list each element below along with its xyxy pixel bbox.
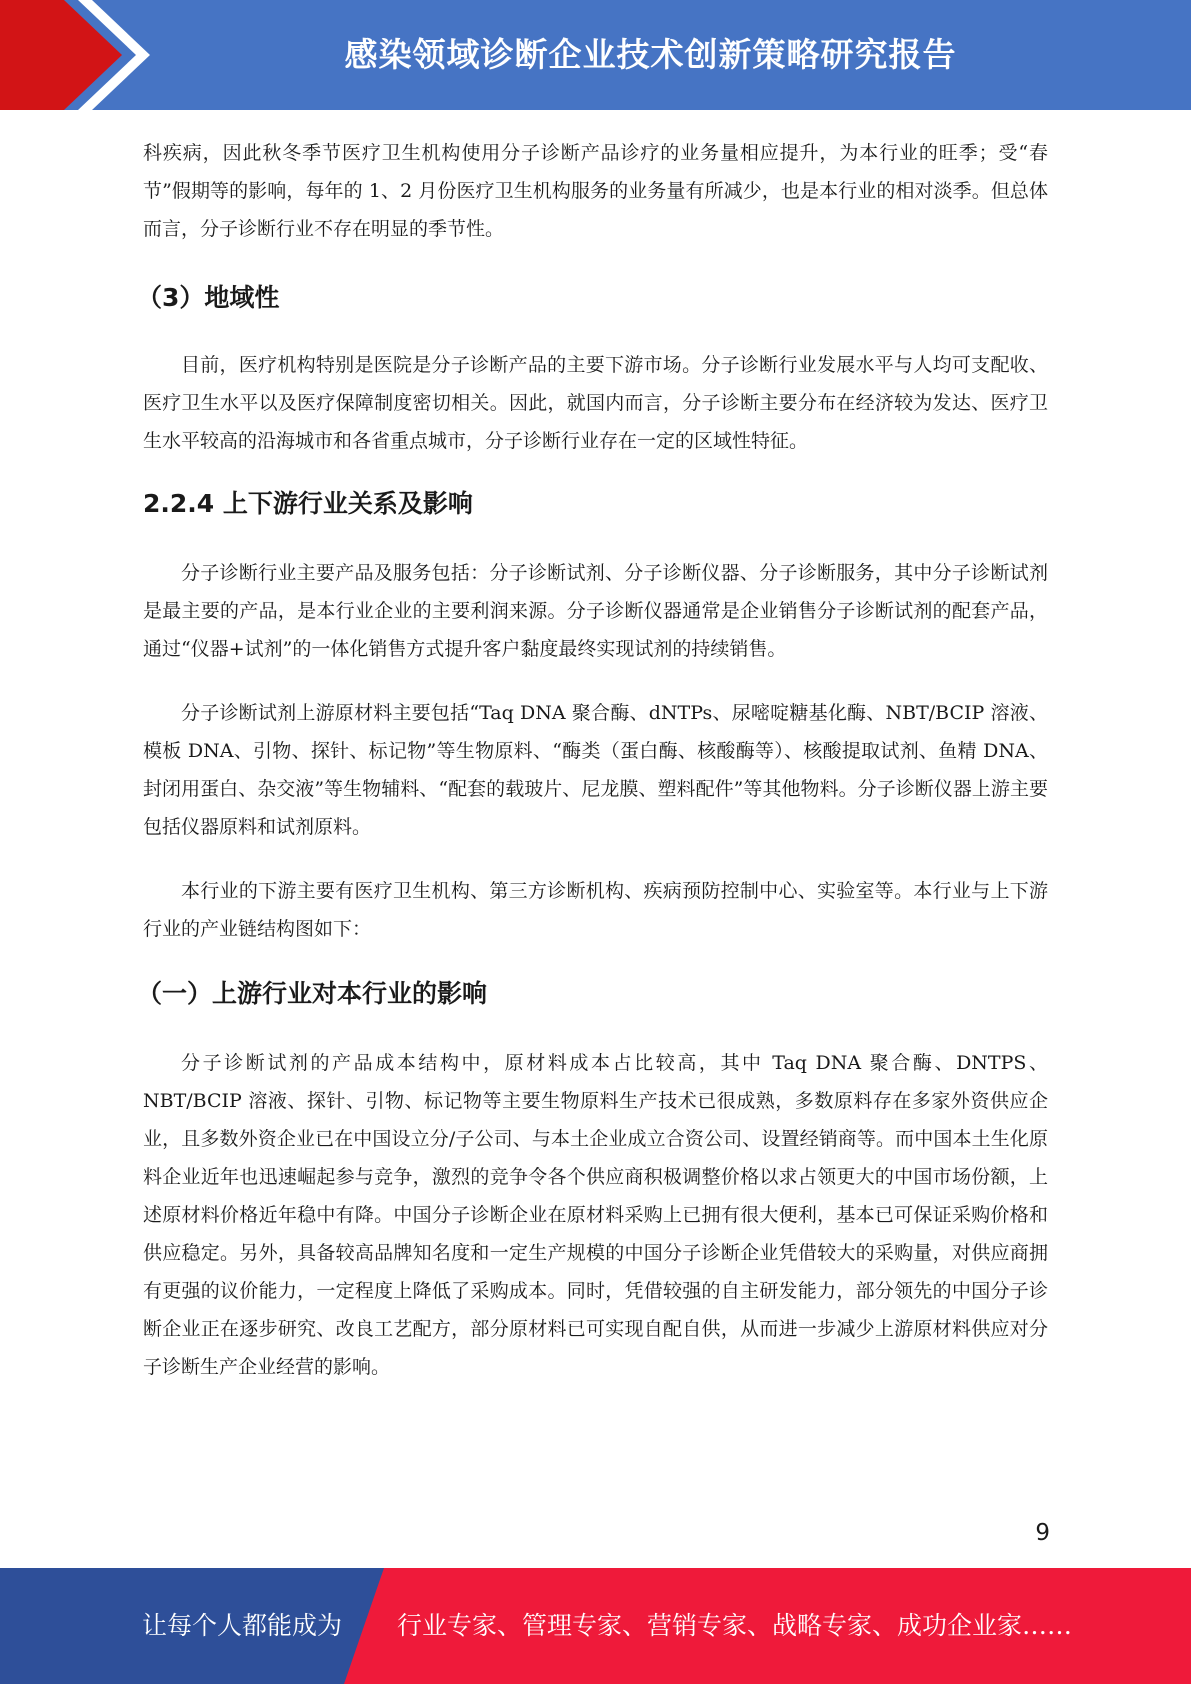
- report-title: 感染领域诊断企业技术创新策略研究报告: [344, 35, 957, 74]
- paragraph-upstream-impact: 分子诊断试剂的产品成本结构中，原材料成本占比较高，其中 Taq DNA 聚合酶、DNTPS、NBT/BCIP 溶液、探针、引物、标记物等主要生物原料生产技术已很成熟，多数原料存在多家外资供应企业，且多数外资企业已在中国设立分/子公司、与本土企业成立合资公司、设置经销商等。而中国本土生化原料企业近年也迅速崛起参与竞争，激烈的竞争令各个供应商积极调整价格以求占领更大的中国市场份额，上述原材料价格近年稳中有降。中国分子诊断企业在原材料采购上已拥有很大便利，基本已可保证采购价格和供应稳定。另外，具备较高品牌知名度和一定生产规模的中国分子诊断企业凭借较大的采购量，对供应商拥有更强的议价能力，一定程度上降低了采购成本。同时，凭借较强的自主研发能力，部分领先的中国分子诊断企业正在逐步研究、改良工艺配方，部分原材料已可实现自配自供，从而进一步减少上游原材料供应对分子诊断生产企业经营的影响。: [143, 1052, 1048, 1378]
- paragraph-raw-materials: 分子诊断试剂上游原材料主要包括“Taq DNA 聚合酶、dNTPs、尿嘧啶糖基化酶、NBT/BCIP 溶液、模板 DNA、引物、探针、标记物”等生物原料、“酶类（蛋白酶、核酸酶等）、核酸提取试剂、鱼精 DNA、封闭用蛋白、杂交液”等生物辅料、“配套的载玻片、尼龙膜、塑料配件”等其他物料。分子诊断仪器上游主要包括仪器原料和试剂原料。: [143, 702, 1048, 838]
- heading-regional: （3）地域性: [137, 283, 280, 312]
- paragraph-products: 分子诊断行业主要产品及服务包括：分子诊断试剂、分子诊断仪器、分子诊断服务，其中分子诊断试剂是最主要的产品，是本行业企业的主要利润来源。分子诊断仪器通常是企业销售分子诊断试剂的配套产品，通过“仪器+试剂”的一体化销售方式提升客户黏度最终实现试剂的持续销售。: [143, 562, 1048, 660]
- header-red-arrow-decoration: [0, 0, 150, 110]
- paragraph-seasonality-cont: 科疾病，因此秋冬季节医疗卫生机构使用分子诊断产品诊疗的业务量相应提升，为本行业的旺季；受“春节”假期等的影响，每年的 1、2 月份医疗卫生机构服务的业务量有所减少，也是本行业的相对淡季。但总体而言，分子诊断行业不存在明显的季节性。: [143, 142, 1048, 240]
- page-footer: [0, 1568, 1191, 1684]
- heading-2-2-4: 2.2.4 上下游行业关系及影响: [143, 489, 473, 518]
- heading-upstream-impact: （一）上游行业对本行业的影响: [137, 979, 488, 1008]
- footer-slogan-right: 行业专家、管理专家、营销专家、战略专家、成功企业家……: [397, 1611, 1073, 1640]
- paragraph-downstream: 本行业的下游主要有医疗卫生机构、第三方诊断机构、疾病预防控制中心、实验室等。本行业与上下游行业的产业链结构图如下：: [143, 880, 1048, 940]
- page-content: [137, 134, 1048, 1386]
- page-header: [0, 0, 1191, 110]
- paragraph-regional: 目前，医疗机构特别是医院是分子诊断产品的主要下游市场。分子诊断行业发展水平与人均可支配收、医疗卫生水平以及医疗保障制度密切相关。因此，就国内而言，分子诊断主要分布在经济较为发达、医疗卫生水平较高的沿海城市和各省重点城市，分子诊断行业存在一定的区域性特征。: [143, 354, 1048, 452]
- footer-slogan-left: 让每个人都能成为: [142, 1611, 343, 1640]
- page-number: 9: [1035, 1520, 1050, 1546]
